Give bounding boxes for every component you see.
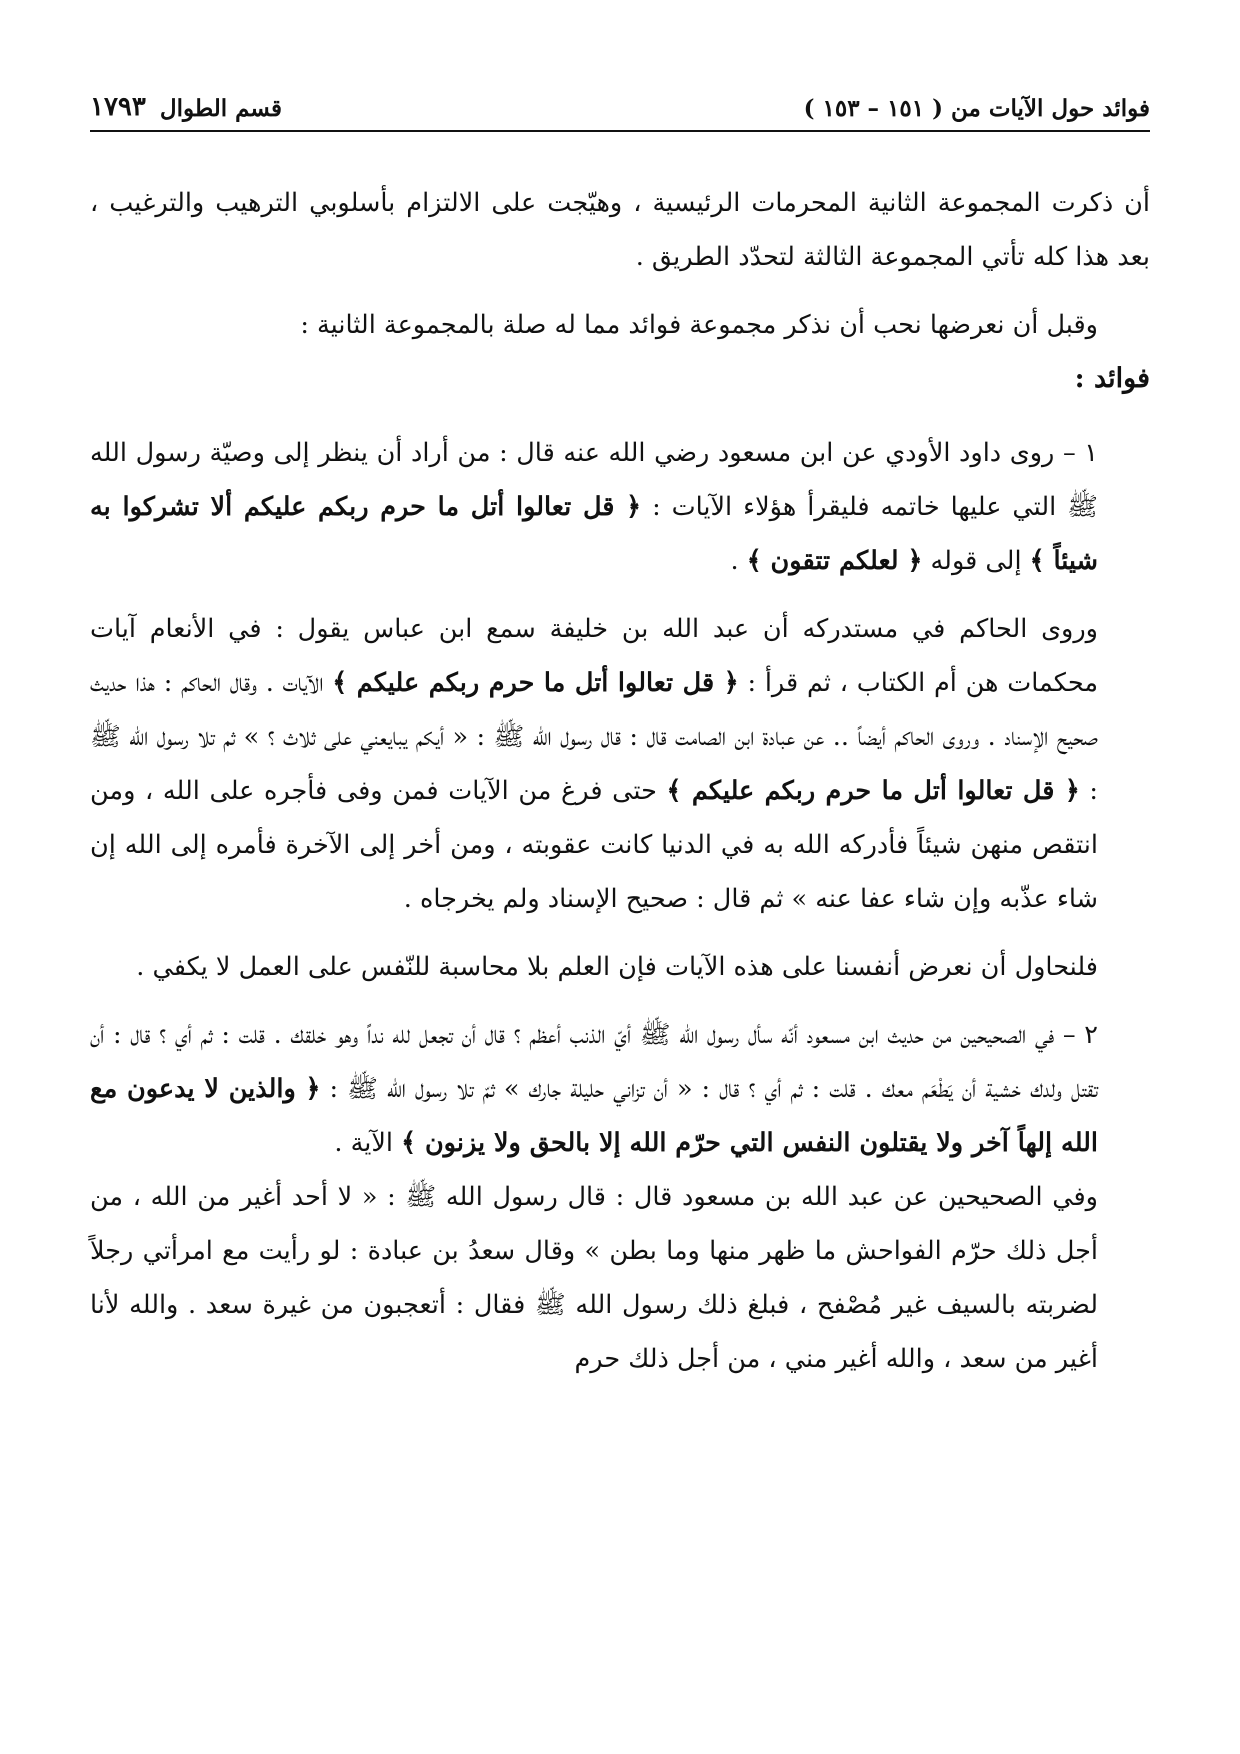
quran-quote-2: ﴿ لعلكم تتقون ﴾	[746, 546, 923, 576]
benefit-1-text-f: حتى فرغ من الآيات فمن وفى فأجره على الله ، ومن انتقص منهن شيئاً فأدركه الله به في الدنيا كانت عقوبته ، ومن أخر إلى الآخرة فأمره إلى الله إن شاء عذّبه وإن شاء عفا عنه » ثم قال : صحيح الإسناد ولم يخرجاه .	[90, 776, 1098, 914]
paragraph-intro: أن ذكرت المجموعة الثانية المحرمات الرئيسية ، وهيّجت على الالتزام بأسلوبي الترهيب والترغيب ، بعد هذا كله تأتي المجموعة الثالثة لتحدّد الطريق .	[90, 188, 1150, 272]
benefit-2	[90, 1008, 1150, 1170]
benefit-1-text-e: الآيات . وقال الحاكم : هذا حديث صحيح الإسناد . وروى الحاكم أيضاً .. عن عبادة ابن الصامت قال : قال رسول الله ﷺ : « أيكم يبايعني على ثلاث ؟ » ثم تلا رسول الله ﷺ :	[90, 668, 1099, 806]
benefit-2-hadith: وفي الصحيحين عن عبد الله بن مسعود قال : قال رسول الله ﷺ : « لا أحد أغير من الله ، من أجل ذلك حرّم الفواحش ما ظهر منها وما بطن » وقال سعدُ بن عبادة : لو رأيت مع امرأتي رجلاً لضربته بالسيف غير مُصْفح ، فبلغ ذلك رسول الله ﷺ فقال : أتعجبون من غيرة سعد . والله لأنا أغير من سعد ، والله أغير مني ، من أجل ذلك حرم	[90, 1182, 1098, 1374]
benefit-1-text-b: إلى قوله	[922, 546, 1030, 576]
quran-quote-5: ﴿ والذين لا يدعون مع الله إلهاً آخر ولا يقتلون النفس التي حرّم الله إلا بالحق ولا يزنون ﴾	[90, 1074, 1098, 1158]
quran-quote-1: ﴿ قل تعالوا أتل ما حرم ربكم عليكم ألا تشركوا به شيئاً ﴾	[90, 492, 1098, 576]
section-heading: فوائد :	[1074, 363, 1150, 394]
page-number: ١٧٩٣	[90, 92, 146, 122]
page-content	[90, 176, 1150, 1386]
page-header	[90, 70, 1150, 132]
document-page	[90, 70, 1150, 1710]
header-left	[90, 92, 282, 122]
quran-quote-3: ﴿ قل تعالوا أتل ما حرم ربكم عليكم ﴾	[332, 668, 739, 698]
benefit-1	[90, 426, 1150, 588]
benefit-2-text-a: ٢ – في الصحيحين من حديث ابن مسعود أنّه سأل رسول الله ﷺ أيّ الذنب أعظم ؟ قال أن تجعل لله نداً وهو خلقك . قلت : ثم أي ؟ قال : أن تقتل ولدك خشية أن يَطْعَم معك . قلت : ثم أي ؟ قال : « أن تزاني حليلة جارك » ثمّ تلا رسول الله ﷺ :	[90, 1020, 1098, 1104]
benefit-1-text-c: .	[730, 546, 747, 576]
running-title: فوائد حول الآيات من ( ١٥١ – ١٥٣ )	[803, 95, 1150, 122]
benefit-1-conclusion: فلنحاول أن نعرض أنفسنا على هذه الآيات فإن العلم بلا محاسبة للنّفس على العمل لا يكفي .	[136, 952, 1098, 982]
quran-quote-4: ﴿ قل تعالوا أتل ما حرم ربكم عليكم ﴾	[666, 776, 1080, 806]
benefit-2-text-b: الآية .	[334, 1128, 402, 1158]
section-name: قسم الطوال	[159, 95, 282, 122]
paragraph-before-benefits: وقبل أن نعرضها نحب أن نذكر مجموعة فوائد مما له صلة بالمجموعة الثانية :	[300, 310, 1098, 340]
benefit-1-hakim	[90, 602, 1150, 926]
benefit-1-text-a: ١ – روى داود الأودي عن ابن مسعود رضي الله عنه قال : من أراد أن ينظر إلى وصيّة رسول الله ﷺ التي عليها خاتمه فليقرأ هؤلاء الآيات :	[90, 438, 1098, 522]
benefit-1-text-d: وروى الحاكم في مستدركه أن عبد الله بن خليفة سمع ابن عباس يقول : في الأنعام آيات محكمات هن أم الكتاب ، ثم قرأ :	[90, 614, 1099, 698]
